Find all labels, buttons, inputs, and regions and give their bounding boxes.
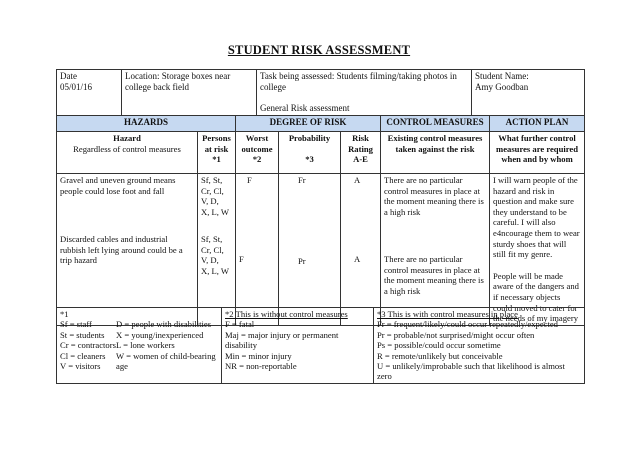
key1-right-2: L = lone workers — [116, 340, 175, 351]
col-further — [490, 132, 585, 174]
key3-line-0: Fr = frequent/likely/could occur repeatedly/expected — [377, 319, 558, 330]
col-existing-text: Existing control measures taken against the risk — [387, 133, 483, 154]
section-control: CONTROL MEASURES — [381, 116, 490, 132]
col-risk-l2: Rating — [348, 143, 373, 154]
location-cell: Location: Storage boxes near college back field — [122, 70, 257, 116]
key1-left-2: Cr = contractors — [60, 340, 116, 351]
existing-cell — [381, 174, 490, 326]
col-worst-l2: outcome — [241, 143, 273, 154]
student-name: Amy Goodban — [475, 82, 529, 92]
key2-line-3: NR = non-reportable — [225, 361, 297, 372]
action-1: I will warn people of the hazard and risk in question and make sure they understand to be careful. I will also e4ncourage them to wear sturdy shoes that will still fit my genre. — [493, 175, 580, 260]
page-title: STUDENT RISK ASSESSMENT — [227, 43, 411, 57]
col-prob-l1: Probability — [288, 133, 331, 143]
col-persons — [198, 132, 236, 174]
col-worst — [236, 132, 279, 174]
key1-right-0: D = people with disabilities — [116, 319, 212, 330]
persons-2 — [201, 234, 229, 276]
col-hazard-sub: Regardless of control measures — [73, 143, 181, 154]
probability-1: Fr — [298, 175, 306, 185]
col-worst-l3: *2 — [252, 154, 262, 164]
section-hazards: HAZARDS — [57, 116, 236, 132]
key1-right-1: X = young/inexperienced — [116, 329, 204, 340]
hazard-1: Gravel and uneven ground means people could lose foot and fall — [60, 175, 176, 196]
persons-2-l1: Sf, St, — [201, 234, 223, 244]
col-risk-l3: A-E — [353, 154, 368, 164]
worst-2: F — [239, 254, 244, 264]
key2-title: *2 This is without control measures — [225, 309, 348, 319]
student-label: Student Name: — [475, 71, 529, 81]
key3-title: *3 This is with control measures in place — [377, 309, 518, 319]
persons-1 — [201, 175, 232, 217]
key3-line-4: U = unlikely/improbable such that likelihood is almost zero — [377, 361, 565, 382]
key-persons — [57, 308, 222, 384]
persons-1-l4: X, L, W — [201, 206, 230, 217]
col-further-text: What further control measures are required when and by whom — [496, 133, 578, 164]
student-cell — [472, 70, 585, 116]
col-prob-l3: *3 — [305, 154, 314, 164]
key-table — [56, 307, 585, 384]
persons-2-l4: X, L, W — [201, 265, 230, 276]
persons-1-l2: Cr, Cl, — [201, 185, 224, 196]
key-probability — [374, 308, 585, 384]
worst-cell — [236, 174, 279, 326]
date-value: 05/01/16 — [60, 82, 93, 92]
task-subtext: General Risk assessment — [260, 103, 350, 113]
col-probability — [279, 132, 341, 174]
persons-1-l1: Sf, St, — [201, 175, 223, 185]
key3-line-3: R = remote/unlikely but conceivable — [377, 350, 503, 361]
rating-2: A — [354, 254, 361, 264]
action-2: People will be made aware of the dangers and if necessary objects could moved to cater for the needs of my imagery — [493, 270, 579, 324]
section-action: ACTION PLAN — [490, 116, 585, 132]
key1-left-3: Cl = cleaners — [60, 350, 106, 361]
key-outcome — [222, 308, 374, 384]
hazard-2: Discarded cables and industrial rubbish left lying around could be a trip hazard — [60, 234, 183, 266]
existing-2: There are no particular control measures in place at the moment meaning there is a high risk — [384, 254, 484, 296]
risk-table — [56, 115, 585, 326]
key1-left-1: St = students — [60, 329, 105, 340]
action-cell — [490, 174, 585, 326]
worst-1: F — [247, 175, 252, 185]
key3-line-1: Pr = probable/not surprised/might occur often — [377, 329, 535, 340]
col-persons-l3: *1 — [212, 154, 221, 164]
col-hazard-title: Hazard — [113, 133, 141, 143]
key2-line-2: Min = minor injury — [225, 350, 292, 361]
col-risk-rating — [341, 132, 381, 174]
col-risk-l1: Risk — [352, 133, 369, 143]
rating-1: A — [354, 175, 361, 185]
persons-2-l3: V, D, — [201, 255, 219, 266]
hazard-cell — [57, 174, 198, 326]
key1-left-4: V = visitors — [60, 361, 101, 372]
rating-cell — [341, 174, 381, 326]
col-worst-l1: Worst — [245, 133, 269, 143]
probability-cell — [279, 174, 341, 326]
info-table — [56, 69, 585, 116]
key3-line-2: Ps = possible/could occur sometime — [377, 340, 501, 351]
persons-cell — [198, 174, 236, 326]
key2-line-0: F = fatal — [225, 319, 255, 330]
date-label: Date — [60, 71, 77, 81]
existing-1: There are no particular control measures in place at the moment meaning there is a high risk — [384, 175, 484, 217]
col-existing — [381, 132, 490, 174]
task-text: Task being assessed: Students filming/taking photos in college — [260, 71, 457, 92]
key1-right-4: age — [116, 361, 128, 372]
col-hazard — [57, 132, 198, 174]
probability-2: Pr — [298, 256, 306, 266]
col-persons-l2: at risk — [204, 143, 229, 154]
date-cell — [57, 70, 122, 116]
key2-line-1: Maj = major injury or permanent disability — [225, 329, 339, 351]
key1-left-0: Sf = staff — [60, 319, 92, 330]
persons-1-l3: V, D, — [201, 196, 219, 207]
section-degree: DEGREE OF RISK — [236, 116, 381, 132]
key1-title: *1 — [60, 309, 69, 319]
task-cell — [257, 70, 472, 116]
key1-right-3: W = women of child-bearing — [116, 350, 216, 361]
persons-2-l2: Cr, Cl, — [201, 244, 224, 255]
col-persons-l1: Persons — [202, 133, 231, 143]
